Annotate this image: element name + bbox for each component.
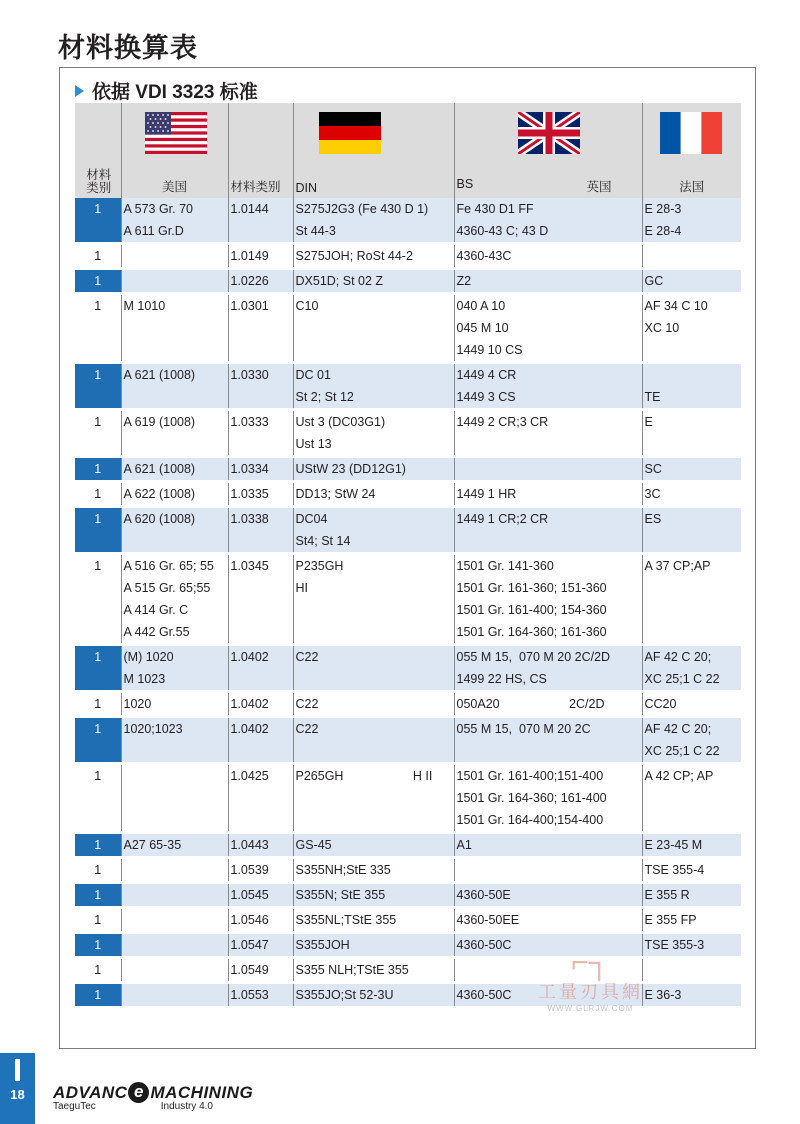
cell-material-no: 1.0545 bbox=[228, 883, 293, 908]
table-row bbox=[75, 908, 741, 933]
header-material-no bbox=[228, 103, 293, 198]
cell-din bbox=[293, 507, 454, 554]
cell-bs-line: 4360-43C bbox=[456, 249, 512, 263]
cell-bs bbox=[454, 482, 642, 507]
cell-category: 1 bbox=[75, 717, 121, 764]
cell-usa bbox=[121, 764, 228, 833]
cell-france bbox=[642, 933, 741, 958]
cell-france bbox=[642, 507, 741, 554]
cell-usa-line: A27 65-35 bbox=[123, 838, 182, 852]
cell-france-line: TSE 355-4 bbox=[644, 863, 705, 877]
cell-din bbox=[293, 717, 454, 764]
cell-bs-line: 040 A 10 bbox=[456, 299, 506, 313]
cell-bs-line: 1501 Gr. 161-360; 151-360 bbox=[456, 581, 607, 595]
cell-bs bbox=[454, 363, 642, 410]
logo-brand-right: MACHINING bbox=[150, 1082, 254, 1102]
cell-france-line: E 355 FP bbox=[644, 913, 697, 927]
cell-din-line: S355N; StE 355 bbox=[295, 888, 386, 902]
cell-usa-line: A 414 Gr. C bbox=[123, 603, 189, 617]
cell-usa bbox=[121, 933, 228, 958]
cell-france bbox=[642, 908, 741, 933]
germany-flag-icon bbox=[319, 112, 381, 154]
cell-bs-line: 1449 2 CR;3 CR bbox=[456, 415, 549, 429]
section-title-text: 依据 VDI 3323 标准 bbox=[92, 82, 258, 103]
cell-bs-line: 055 M 15, 070 M 20 2C/2D bbox=[456, 650, 611, 664]
cell-usa bbox=[121, 198, 228, 244]
table-row bbox=[75, 457, 741, 482]
table-row bbox=[75, 410, 741, 457]
cell-category: 1 bbox=[75, 244, 121, 269]
cell-france-line: SC bbox=[644, 462, 662, 476]
cell-bs-line: Z2 bbox=[456, 274, 472, 288]
cell-bs-line: 1449 4 CR bbox=[456, 368, 517, 382]
cell-france-line bbox=[645, 364, 740, 386]
cell-bs-line: 1449 1 CR;2 CR bbox=[456, 512, 549, 526]
cell-france bbox=[642, 692, 741, 717]
cell-din bbox=[293, 692, 454, 717]
cell-france-line: A 42 CP; AP bbox=[644, 769, 714, 783]
cell-din bbox=[293, 244, 454, 269]
logo-sub-left: TaeguTec bbox=[53, 1101, 96, 1112]
cell-bs bbox=[454, 244, 642, 269]
cell-usa-line: A 621 (1008) bbox=[123, 462, 196, 476]
cell-usa bbox=[121, 645, 228, 692]
cell-france-line: 3C bbox=[644, 487, 661, 501]
cell-din-line: S355NH;StE 335 bbox=[295, 863, 391, 877]
table-row bbox=[75, 507, 741, 554]
table-row bbox=[75, 645, 741, 692]
cell-material-no: 1.0402 bbox=[228, 717, 293, 764]
cell-usa bbox=[121, 269, 228, 294]
cell-din-line: HI bbox=[295, 581, 308, 595]
cell-usa-line: A 515 Gr. 65;55 bbox=[123, 581, 211, 595]
cell-bs-line: 1501 Gr. 161-400;151-400 bbox=[456, 769, 604, 783]
cell-category: 1 bbox=[75, 269, 121, 294]
cell-bs-line: 1499 22 HS, CS bbox=[456, 672, 547, 686]
cell-category: 1 bbox=[75, 410, 121, 457]
cell-france bbox=[642, 198, 741, 244]
cell-france-line: E 28-4 bbox=[644, 224, 682, 238]
cell-din-line: C22 bbox=[295, 722, 319, 736]
cell-material-no: 1.0539 bbox=[228, 858, 293, 883]
cell-bs-line: Fe 430 D1 FF bbox=[456, 202, 534, 216]
cell-din bbox=[293, 958, 454, 983]
cell-din-line: St 44-3 bbox=[295, 224, 336, 238]
cell-din-line: S355NL;TStE 355 bbox=[295, 913, 397, 927]
header-din bbox=[293, 103, 454, 198]
table-row bbox=[75, 883, 741, 908]
cell-material-no: 1.0301 bbox=[228, 294, 293, 363]
cell-france-line: E 28-3 bbox=[644, 202, 682, 216]
cell-usa bbox=[121, 410, 228, 457]
cell-france-line bbox=[645, 245, 740, 267]
cell-usa-line bbox=[124, 859, 226, 881]
cell-din-line: C22 bbox=[295, 697, 319, 711]
cell-din bbox=[293, 269, 454, 294]
cell-bs-line: 050A20 2C/2D bbox=[456, 697, 605, 711]
cell-usa-line bbox=[124, 765, 226, 787]
cell-bs-line: 1501 Gr. 141-360 bbox=[456, 559, 554, 573]
triangle-bullet-icon bbox=[75, 85, 84, 97]
cell-france-line: XC 10 bbox=[644, 321, 680, 335]
table-row bbox=[75, 833, 741, 858]
cell-france bbox=[642, 410, 741, 457]
cell-france-line: CC20 bbox=[644, 697, 677, 711]
cell-din-line: DD13; StW 24 bbox=[295, 487, 376, 501]
cell-bs-line: A1 bbox=[456, 838, 472, 852]
cell-material-no: 1.0546 bbox=[228, 908, 293, 933]
cell-bs bbox=[454, 457, 642, 482]
cell-category: 1 bbox=[75, 692, 121, 717]
cell-france-line: XC 25;1 C 22 bbox=[644, 672, 720, 686]
cell-din bbox=[293, 294, 454, 363]
header-bs-uk bbox=[454, 103, 642, 198]
cell-din-line: DC 01 bbox=[295, 368, 331, 382]
cell-category: 1 bbox=[75, 983, 121, 1008]
cell-usa bbox=[121, 554, 228, 645]
uk-flag-icon bbox=[518, 112, 580, 154]
cell-bs bbox=[454, 294, 642, 363]
conversion-table-wrapper bbox=[75, 103, 741, 1009]
cell-bs-line: 045 M 10 bbox=[456, 321, 509, 335]
cell-din-line: St 2; St 12 bbox=[295, 390, 354, 404]
cell-bs bbox=[454, 507, 642, 554]
table-row bbox=[75, 482, 741, 507]
cell-usa-line bbox=[124, 270, 226, 292]
cell-usa-line bbox=[124, 934, 226, 956]
cell-category: 1 bbox=[75, 294, 121, 363]
cell-france bbox=[642, 244, 741, 269]
cell-france-line: TE bbox=[644, 390, 661, 404]
cell-din-line: Ust 3 (DC03G1) bbox=[295, 415, 386, 429]
cell-material-no: 1.0338 bbox=[228, 507, 293, 554]
table-body bbox=[75, 198, 741, 1008]
cell-category: 1 bbox=[75, 858, 121, 883]
table-row bbox=[75, 858, 741, 883]
cell-category: 1 bbox=[75, 958, 121, 983]
cell-france bbox=[642, 717, 741, 764]
logo-brand-left: ADVANC bbox=[53, 1082, 128, 1102]
cell-france bbox=[642, 269, 741, 294]
page-number-tab bbox=[0, 1053, 35, 1124]
cell-din bbox=[293, 482, 454, 507]
material-conversion-table bbox=[75, 103, 741, 1009]
cell-france bbox=[642, 983, 741, 1008]
cell-material-no: 1.0333 bbox=[228, 410, 293, 457]
cell-category: 1 bbox=[75, 554, 121, 645]
usa-flag-icon bbox=[145, 112, 207, 154]
cell-din bbox=[293, 554, 454, 645]
cell-bs bbox=[454, 269, 642, 294]
page-number: 18 bbox=[10, 1087, 25, 1102]
cell-france-line: AF 42 C 20; bbox=[644, 650, 712, 664]
cell-material-no: 1.0345 bbox=[228, 554, 293, 645]
advance-machining-logo bbox=[53, 1082, 253, 1112]
cell-din-line: S355 NLH;TStE 355 bbox=[295, 963, 409, 977]
cell-france-line: AF 34 C 10 bbox=[644, 299, 708, 313]
cell-usa-line bbox=[124, 245, 226, 267]
table-row bbox=[75, 764, 741, 833]
cell-category: 1 bbox=[75, 908, 121, 933]
cell-din-line: P235GH bbox=[295, 559, 344, 573]
cell-bs-line: 1501 Gr. 164-360; 161-400 bbox=[456, 791, 607, 805]
cell-category: 1 bbox=[75, 507, 121, 554]
cell-usa-line: M 1010 bbox=[123, 299, 166, 313]
cell-usa-line bbox=[124, 884, 226, 906]
header-category bbox=[75, 103, 121, 198]
cell-usa bbox=[121, 457, 228, 482]
header-france bbox=[642, 103, 741, 198]
cell-bs bbox=[454, 198, 642, 244]
cell-bs bbox=[454, 692, 642, 717]
cell-bs bbox=[454, 717, 642, 764]
cell-din bbox=[293, 457, 454, 482]
cell-bs-line: 4360-50C bbox=[456, 938, 512, 952]
cell-din bbox=[293, 764, 454, 833]
cell-din bbox=[293, 908, 454, 933]
cell-usa-line: M 1023 bbox=[123, 672, 166, 686]
cell-usa-line: A 573 Gr. 70 bbox=[123, 202, 193, 216]
cell-material-no: 1.0330 bbox=[228, 363, 293, 410]
cell-material-no: 1.0334 bbox=[228, 457, 293, 482]
cell-bs-line: 1501 Gr. 164-360; 161-360 bbox=[456, 625, 607, 639]
cell-din bbox=[293, 858, 454, 883]
cell-material-no: 1.0402 bbox=[228, 645, 293, 692]
cell-bs bbox=[454, 883, 642, 908]
cell-din bbox=[293, 883, 454, 908]
cell-din-line: Ust 13 bbox=[295, 437, 332, 451]
cell-usa-line bbox=[124, 959, 226, 981]
cell-din-line: P265GH H II bbox=[295, 769, 433, 783]
header-bs-label: BS bbox=[456, 177, 474, 191]
header-france-label: 法国 bbox=[679, 180, 705, 194]
header-material-no-label: 材料类别 bbox=[230, 180, 281, 194]
table-row bbox=[75, 692, 741, 717]
cell-usa-line: A 622 (1008) bbox=[123, 487, 196, 501]
cell-bs-line: 055 M 15, 070 M 20 2C bbox=[456, 722, 591, 736]
header-din-label: DIN bbox=[295, 181, 318, 195]
logo-sub-right: Industry 4.0 bbox=[160, 1101, 213, 1112]
cell-bs bbox=[454, 764, 642, 833]
cell-material-no: 1.0402 bbox=[228, 692, 293, 717]
table-row bbox=[75, 198, 741, 244]
cell-usa bbox=[121, 294, 228, 363]
cell-usa bbox=[121, 482, 228, 507]
cell-category: 1 bbox=[75, 645, 121, 692]
cell-usa bbox=[121, 363, 228, 410]
table-row bbox=[75, 244, 741, 269]
cell-bs-line: 1449 3 CS bbox=[456, 390, 516, 404]
cell-bs-line: 4360-43 C; 43 D bbox=[456, 224, 549, 238]
cell-din bbox=[293, 410, 454, 457]
cell-bs bbox=[454, 833, 642, 858]
cell-material-no: 1.0226 bbox=[228, 269, 293, 294]
cell-din bbox=[293, 983, 454, 1008]
cell-france bbox=[642, 764, 741, 833]
cell-usa-line: A 611 Gr.D bbox=[123, 224, 184, 238]
cell-material-no: 1.0443 bbox=[228, 833, 293, 858]
table-row bbox=[75, 554, 741, 645]
cell-usa-line: A 620 (1008) bbox=[123, 512, 196, 526]
cell-usa-line: A 619 (1008) bbox=[123, 415, 196, 429]
cell-france-line bbox=[645, 959, 740, 981]
cell-bs-line: 4360-50E bbox=[456, 888, 511, 902]
cell-usa bbox=[121, 858, 228, 883]
cell-din-line: C10 bbox=[295, 299, 319, 313]
cell-france-line: E 36-3 bbox=[644, 988, 682, 1002]
section-title bbox=[75, 77, 258, 104]
cell-france-line: TSE 355-3 bbox=[644, 938, 705, 952]
cell-material-no: 1.0547 bbox=[228, 933, 293, 958]
cell-france bbox=[642, 858, 741, 883]
cell-usa-line bbox=[124, 984, 226, 1006]
logo-e-mark: e bbox=[128, 1082, 149, 1103]
cell-france bbox=[642, 958, 741, 983]
cell-din-line: DC04 bbox=[295, 512, 328, 526]
cell-din-line: DX51D; St 02 Z bbox=[295, 274, 384, 288]
watermark bbox=[538, 948, 643, 1013]
cell-bs-line: 4360-50C bbox=[456, 988, 512, 1002]
cell-usa bbox=[121, 958, 228, 983]
watermark-text: 工量刃具網 bbox=[538, 982, 643, 1002]
cell-din-line: St4; St 14 bbox=[295, 534, 351, 548]
cell-usa bbox=[121, 717, 228, 764]
header-usa bbox=[121, 103, 228, 198]
table-row bbox=[75, 294, 741, 363]
cell-bs-line: 1501 Gr. 161-400; 154-360 bbox=[456, 603, 607, 617]
cell-usa-line: 1020;1023 bbox=[123, 722, 183, 736]
cell-din-line: GS-45 bbox=[295, 838, 332, 852]
cell-bs bbox=[454, 858, 642, 883]
cell-category: 1 bbox=[75, 198, 121, 244]
cell-material-no: 1.0553 bbox=[228, 983, 293, 1008]
cell-category: 1 bbox=[75, 883, 121, 908]
cell-usa bbox=[121, 908, 228, 933]
cell-din bbox=[293, 198, 454, 244]
cell-din bbox=[293, 933, 454, 958]
cell-usa-line: A 621 (1008) bbox=[123, 368, 196, 382]
cell-bs bbox=[454, 410, 642, 457]
cell-france-line: GC bbox=[644, 274, 664, 288]
cell-france-line: AF 42 C 20; bbox=[644, 722, 712, 736]
cell-category: 1 bbox=[75, 764, 121, 833]
cell-usa-line: A 442 Gr.55 bbox=[123, 625, 190, 639]
cell-usa-line: 1020 bbox=[123, 697, 152, 711]
cell-usa-line: (M) 1020 bbox=[123, 650, 174, 664]
cell-material-no: 1.0549 bbox=[228, 958, 293, 983]
cell-bs-line bbox=[457, 859, 640, 881]
cell-france-line: E 23-45 M bbox=[644, 838, 703, 852]
cell-france-line: ES bbox=[644, 512, 662, 526]
france-flag-icon bbox=[660, 112, 722, 154]
cell-material-no: 1.0149 bbox=[228, 244, 293, 269]
cell-din-line: S355JO;St 52-3U bbox=[295, 988, 394, 1002]
cell-bs bbox=[454, 908, 642, 933]
cell-france bbox=[642, 554, 741, 645]
header-uk-label: 英国 bbox=[586, 180, 612, 194]
cell-material-no: 1.0335 bbox=[228, 482, 293, 507]
cell-france bbox=[642, 294, 741, 363]
cell-bs-line: 1501 Gr. 164-400;154-400 bbox=[456, 813, 604, 827]
cell-france bbox=[642, 833, 741, 858]
cell-din bbox=[293, 645, 454, 692]
page-tab-bar bbox=[15, 1059, 20, 1081]
cell-bs bbox=[454, 554, 642, 645]
table-row bbox=[75, 269, 741, 294]
watermark-url: WWW.GLRJW.COM bbox=[547, 1004, 634, 1013]
cell-france-line: A 37 CP;AP bbox=[644, 559, 711, 573]
cell-category: 1 bbox=[75, 363, 121, 410]
cell-usa bbox=[121, 692, 228, 717]
cell-din-line: S275J2G3 (Fe 430 D 1) bbox=[295, 202, 429, 216]
cell-usa bbox=[121, 244, 228, 269]
cell-material-no: 1.0144 bbox=[228, 198, 293, 244]
cell-france bbox=[642, 645, 741, 692]
cell-usa bbox=[121, 983, 228, 1008]
page-title: 材料换算表 bbox=[58, 33, 198, 63]
cell-france-line: XC 25;1 C 22 bbox=[644, 744, 720, 758]
cell-category: 1 bbox=[75, 833, 121, 858]
cell-usa-line: A 516 Gr. 65; 55 bbox=[123, 559, 214, 573]
cell-france-line: E bbox=[644, 415, 653, 429]
cell-france bbox=[642, 457, 741, 482]
table-row bbox=[75, 717, 741, 764]
cell-din-line: UStW 23 (DD12G1) bbox=[295, 462, 406, 476]
cell-usa bbox=[121, 833, 228, 858]
cell-category: 1 bbox=[75, 482, 121, 507]
cell-france bbox=[642, 363, 741, 410]
cell-category: 1 bbox=[75, 457, 121, 482]
cell-france-line: E 355 R bbox=[644, 888, 690, 902]
cell-din-line: S275JOH; RoSt 44-2 bbox=[295, 249, 413, 263]
cell-usa bbox=[121, 883, 228, 908]
cell-category: 1 bbox=[75, 933, 121, 958]
watermark-logo-icon: ⌐┐ bbox=[571, 946, 610, 979]
cell-bs-line bbox=[457, 458, 640, 480]
header-category-label: 材料 类别 bbox=[86, 168, 112, 195]
table-row bbox=[75, 363, 741, 410]
cell-din-line: C22 bbox=[295, 650, 319, 664]
cell-bs-line: 4360-50EE bbox=[456, 913, 520, 927]
table-header-row bbox=[75, 103, 741, 198]
header-usa-label: 美国 bbox=[161, 180, 187, 194]
cell-usa bbox=[121, 507, 228, 554]
cell-bs-line: 1449 10 CS bbox=[456, 343, 523, 357]
cell-din bbox=[293, 833, 454, 858]
cell-material-no: 1.0425 bbox=[228, 764, 293, 833]
cell-usa-line bbox=[124, 909, 226, 931]
cell-france bbox=[642, 883, 741, 908]
cell-din-line: S355JOH bbox=[295, 938, 350, 952]
cell-din bbox=[293, 363, 454, 410]
cell-bs bbox=[454, 645, 642, 692]
cell-france bbox=[642, 482, 741, 507]
cell-bs-line: 1449 1 HR bbox=[456, 487, 517, 501]
